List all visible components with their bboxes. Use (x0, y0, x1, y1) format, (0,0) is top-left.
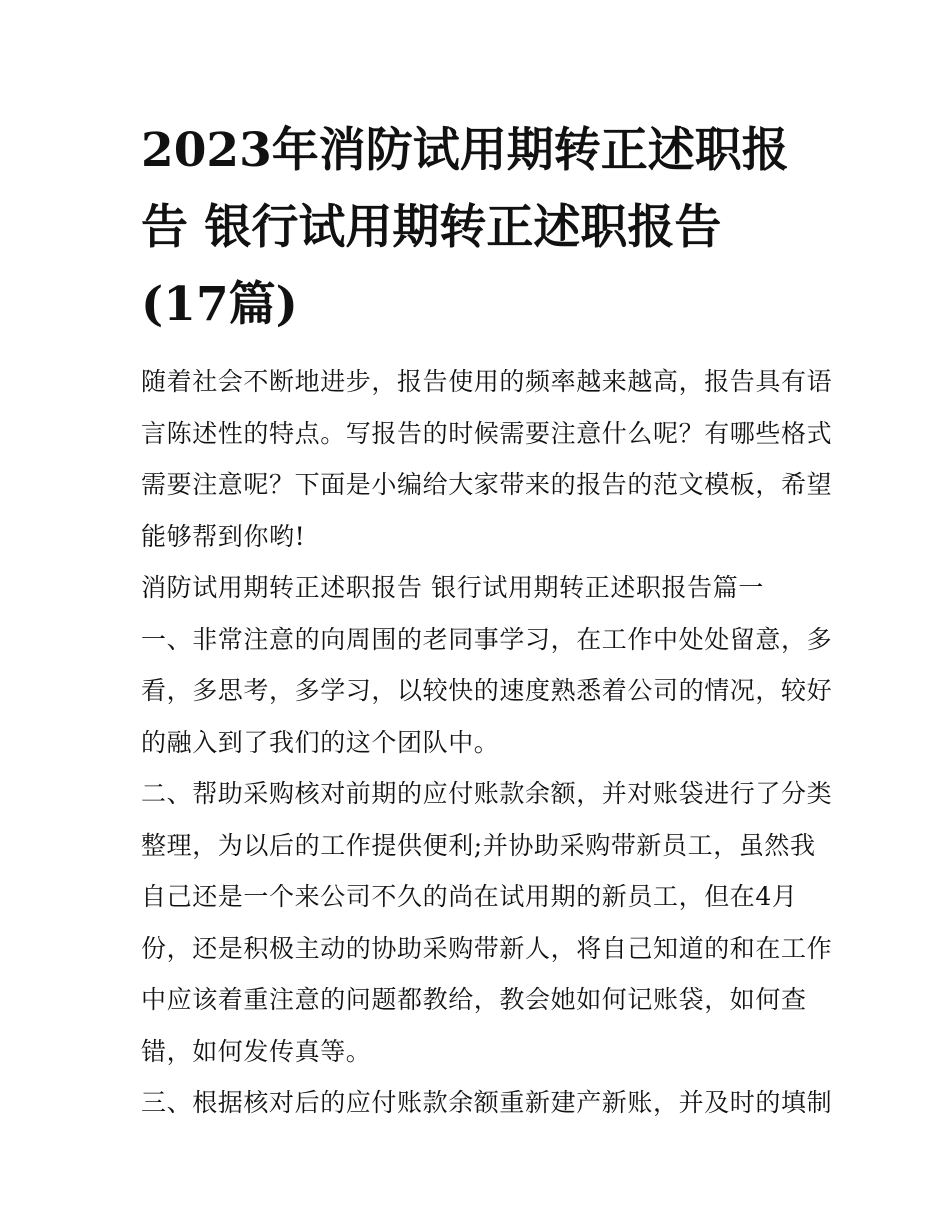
document-body (141, 356, 833, 1129)
body-text-line: 三、根据核对后的应付账款余额重新建产新账，并及时的填制 (141, 1088, 833, 1117)
body-text-line: 需要注意呢？下面是小编给大家带来的报告的范文模板，希望 (141, 470, 833, 499)
body-text-line: 份，还是积极主动的协助采购带新人，将自己知道的和在工作 (141, 933, 833, 963)
body-text-line: 整理，为以后的工作提供便利;并协助采购带新员工，虽然我 (141, 830, 816, 860)
document-title (141, 112, 821, 343)
body-text-line: 言陈述性的特点。写报告的时候需要注意什么呢？有哪些格式 (141, 418, 833, 448)
body-text-line: 能够帮到你哟! (141, 521, 306, 551)
section-heading-line: 消防试用期转正述职报告 银行试用期转正述职报告篇一 (141, 573, 764, 602)
body-text-line: 自己还是一个来公司不久的尚在试用期的新员工，但在4月 (141, 882, 798, 911)
body-text-line: 随着社会不断地进步，报告使用的频率越来越高，报告具有语 (141, 367, 833, 396)
body-text-line: 的融入到了我们的这个团队中。 (141, 727, 500, 757)
body-text-line: 中应该着重注意的问题都教给，教会她如何记账袋，如何查 (141, 985, 807, 1014)
body-text-line: 一、非常注意的向周围的老同事学习，在工作中处处留意，多 (141, 624, 833, 654)
body-text-line: 错，如何发传真等。 (141, 1036, 372, 1066)
title-line: 2023年消防试用期转正述职报 (141, 123, 789, 178)
body-text-line: 二、帮助采购核对前期的应付账款余额，并对账袋进行了分类 (141, 779, 833, 808)
body-text-line: 看，多思考，多学习，以较快的速度熟悉着公司的情况，较好 (141, 676, 833, 705)
title-line: 告 银行试用期转正述职报告 (141, 200, 722, 255)
title-line: (17篇) (141, 277, 298, 332)
